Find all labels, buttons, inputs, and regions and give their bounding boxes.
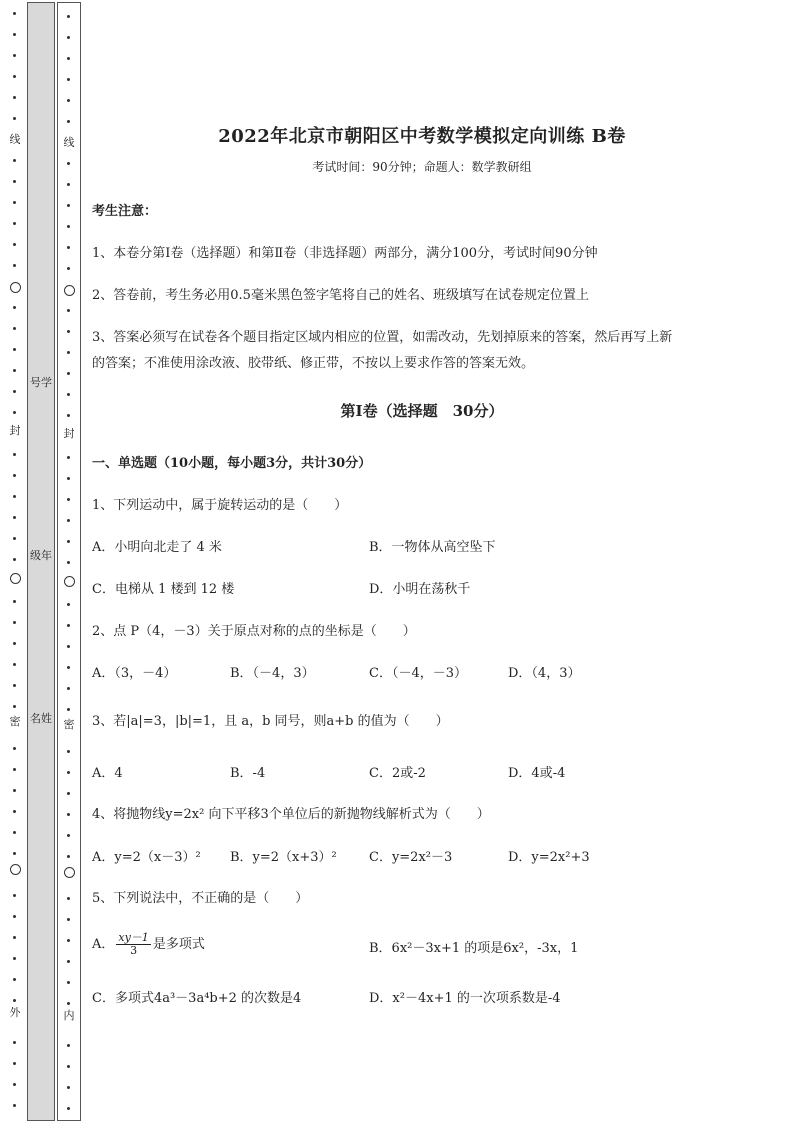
binding-dot — [67, 1002, 70, 1005]
binding-dot — [67, 330, 70, 333]
notice-item-2: 2、答卷前，考生务必用0.5毫米黑色签字笔将自己的姓名、班级填写在试卷规定位置上 — [92, 288, 589, 303]
binding-dot — [13, 831, 16, 834]
fraction — [116, 932, 150, 957]
binding-dot — [13, 894, 16, 897]
binding-dot — [13, 747, 16, 750]
binding-dot — [67, 456, 70, 459]
notice-item-1: 1、本卷分第I卷（选择题）和第Ⅱ卷（非选择题）两部分，满分100分，考试时间90分钟 — [92, 246, 598, 261]
binding-dot — [13, 54, 16, 57]
fraction-numerator: xy－1 — [118, 931, 149, 944]
binding-dot — [67, 1044, 70, 1047]
q3-option-a: A．4 — [92, 766, 123, 781]
binding-dot — [13, 768, 16, 771]
binding-dot — [13, 600, 16, 603]
binding-dot — [13, 264, 16, 267]
q3-option-c: C．2或-2 — [369, 766, 426, 781]
notice-item-3-cont: 的答案；不准使用涂改液、胶带纸、修正带，不按以上要求作答的答案无效。 — [92, 356, 535, 371]
binding-dot — [67, 687, 70, 690]
binding-dot — [13, 978, 16, 981]
q5-option-b: B．6x²－3x+1 的项是6x²，-3x，1 — [369, 941, 579, 956]
binding-dot — [13, 243, 16, 246]
binding-dot — [13, 453, 16, 456]
binding-dot — [13, 1083, 16, 1086]
binding-dot — [67, 855, 70, 858]
binding-dot — [13, 915, 16, 918]
binding-dot — [67, 624, 70, 627]
q2-option-d: D．（4，3） — [508, 666, 581, 681]
binding-dot — [13, 411, 16, 414]
binding-dot — [67, 792, 70, 795]
binding-dot — [13, 621, 16, 624]
binding-dot — [13, 348, 16, 351]
q4-option-c: C．y=2x²－3 — [369, 850, 453, 865]
q3-option-d: D．4或-4 — [508, 766, 566, 781]
inner-binding-mark: 封 — [60, 427, 78, 441]
inner-dotted-line — [60, 3, 78, 1126]
binding-dot — [67, 414, 70, 417]
binding-dot — [13, 96, 16, 99]
exam-subtitle: 考试时间：90分钟；命题人：数学教研组 — [312, 160, 532, 174]
binding-dot — [67, 519, 70, 522]
binding-dot — [67, 372, 70, 375]
binding-dot — [13, 516, 16, 519]
binding-dot — [13, 1041, 16, 1044]
section-title: 第I卷（选择题 30分） — [340, 402, 504, 420]
binding-dot — [13, 705, 16, 708]
binding-dot — [67, 246, 70, 249]
part-heading: 一、单选题（10小题，每小题3分，共计30分） — [92, 456, 372, 471]
question-5-stem: 5、下列说法中，不正确的是（ ） — [92, 891, 309, 906]
binding-dot — [13, 789, 16, 792]
notice-item-3: 3、答案必须写在试卷各个题目指定区域内相应的位置，如需改动，先划掉原来的答案，然后再写上新 — [92, 330, 673, 345]
q5-option-a — [92, 932, 205, 957]
binding-dot — [67, 603, 70, 606]
notice-heading: 考生注意： — [92, 204, 158, 219]
binding-dot — [13, 33, 16, 36]
binding-circle-icon — [10, 864, 21, 875]
binding-dot — [67, 1107, 70, 1110]
binding-dot — [67, 477, 70, 480]
binding-dot — [13, 180, 16, 183]
question-3-stem: 3、若|a|=3，|b|=1，且 a，b 同号，则a+b 的值为（ ） — [92, 714, 449, 729]
binding-dot — [13, 12, 16, 15]
q1-option-a: A．小明向北走了 4 米 — [92, 540, 222, 555]
binding-dot — [13, 999, 16, 1002]
binding-dot — [67, 57, 70, 60]
binding-dot — [67, 561, 70, 564]
binding-dot — [13, 306, 16, 309]
inner-binding-mark: 密 — [60, 718, 78, 732]
question-1-stem: 1、下列运动中，属于旋转运动的是（ ） — [92, 498, 348, 513]
binding-dot — [67, 183, 70, 186]
binding-dot — [67, 498, 70, 501]
q5-option-d: D．x²－4x+1 的一次项系数是-4 — [369, 991, 561, 1006]
binding-dot — [67, 225, 70, 228]
binding-circle-icon — [64, 285, 75, 296]
q2-option-b: B．（－4，3） — [230, 666, 315, 681]
band-label-grade: 级年 — [30, 549, 52, 562]
binding-dot — [13, 474, 16, 477]
binding-dot — [67, 162, 70, 165]
binding-dot — [67, 813, 70, 816]
q1-option-d: D．小明在荡秋千 — [369, 582, 471, 597]
student-info-band — [27, 2, 55, 1121]
binding-dot — [13, 537, 16, 540]
binding-dot — [13, 663, 16, 666]
binding-dot — [67, 960, 70, 963]
binding-dot — [13, 852, 16, 855]
band-label-name: 名姓 — [30, 712, 52, 725]
q5-option-a-text: 是多项式 — [152, 937, 205, 952]
q4-option-b: B．y=2（x+3）² — [230, 850, 337, 865]
question-2-stem: 2、点 P（4，－3）关于原点对称的点的坐标是（ ） — [92, 624, 416, 639]
binding-dot — [13, 117, 16, 120]
band-label-student-number: 号学 — [30, 376, 52, 389]
binding-dot — [67, 771, 70, 774]
binding-dot — [13, 327, 16, 330]
outer-binding-mark: 封 — [6, 424, 24, 438]
q1-option-b: B．一物体从高空坠下 — [369, 540, 496, 555]
binding-dot — [67, 99, 70, 102]
binding-dot — [13, 684, 16, 687]
binding-circle-icon — [10, 573, 21, 584]
binding-dot — [13, 810, 16, 813]
q2-option-c: C．（－4，－3） — [369, 666, 467, 681]
binding-dot — [67, 981, 70, 984]
binding-dot — [13, 222, 16, 225]
q1-option-c: C．电梯从 1 楼到 12 楼 — [92, 582, 235, 597]
q2-option-a: A．（3，－4） — [92, 666, 177, 681]
q5-option-a-prefix: A． — [92, 937, 115, 952]
binding-dot — [67, 708, 70, 711]
binding-circle-icon — [64, 576, 75, 587]
binding-dot — [67, 750, 70, 753]
binding-dot — [13, 936, 16, 939]
outer-binding-mark: 线 — [6, 133, 24, 147]
binding-dot — [13, 558, 16, 561]
binding-dot — [13, 957, 16, 960]
binding-dot — [67, 36, 70, 39]
binding-dot — [67, 1065, 70, 1068]
binding-dot — [67, 351, 70, 354]
page-title: 2022年北京市朝阳区中考数学模拟定向训练 B卷 — [218, 126, 626, 147]
binding-dot — [67, 540, 70, 543]
inner-band — [57, 2, 81, 1121]
q4-option-d: D．y=2x²+3 — [508, 850, 590, 865]
binding-dot — [67, 1086, 70, 1089]
binding-dot — [67, 120, 70, 123]
binding-dot — [13, 495, 16, 498]
outer-binding-mark: 外 — [6, 1006, 24, 1020]
binding-dot — [67, 309, 70, 312]
binding-dot — [67, 666, 70, 669]
outer-dotted-line — [6, 0, 24, 1123]
binding-dot — [13, 1104, 16, 1107]
question-4-stem: 4、将抛物线y=2x² 向下平移3个单位后的新抛物线解析式为（ ） — [92, 807, 490, 822]
binding-dot — [67, 897, 70, 900]
binding-dot — [13, 642, 16, 645]
binding-dot — [13, 369, 16, 372]
q5-option-c: C．多项式4a³－3a⁴b+2 的次数是4 — [92, 991, 302, 1006]
binding-dot — [67, 78, 70, 81]
binding-dot — [13, 75, 16, 78]
binding-dot — [13, 1062, 16, 1065]
outer-binding-mark: 密 — [6, 715, 24, 729]
binding-dot — [67, 204, 70, 207]
binding-dot — [67, 267, 70, 270]
binding-dot — [67, 939, 70, 942]
binding-dot — [67, 15, 70, 18]
binding-dot — [13, 201, 16, 204]
binding-circle-icon — [64, 867, 75, 878]
binding-circle-icon — [10, 282, 21, 293]
inner-binding-mark: 线 — [60, 136, 78, 150]
binding-dot — [67, 393, 70, 396]
fraction-denominator: 3 — [130, 944, 138, 957]
inner-binding-mark: 内 — [60, 1009, 78, 1023]
q3-option-b: B．-4 — [230, 766, 266, 781]
binding-dot — [13, 159, 16, 162]
binding-margin — [0, 0, 82, 1123]
q4-option-a: A．y=2（x－3）² — [92, 850, 201, 865]
binding-dot — [13, 390, 16, 393]
binding-dot — [67, 645, 70, 648]
binding-dot — [67, 834, 70, 837]
binding-dot — [67, 918, 70, 921]
